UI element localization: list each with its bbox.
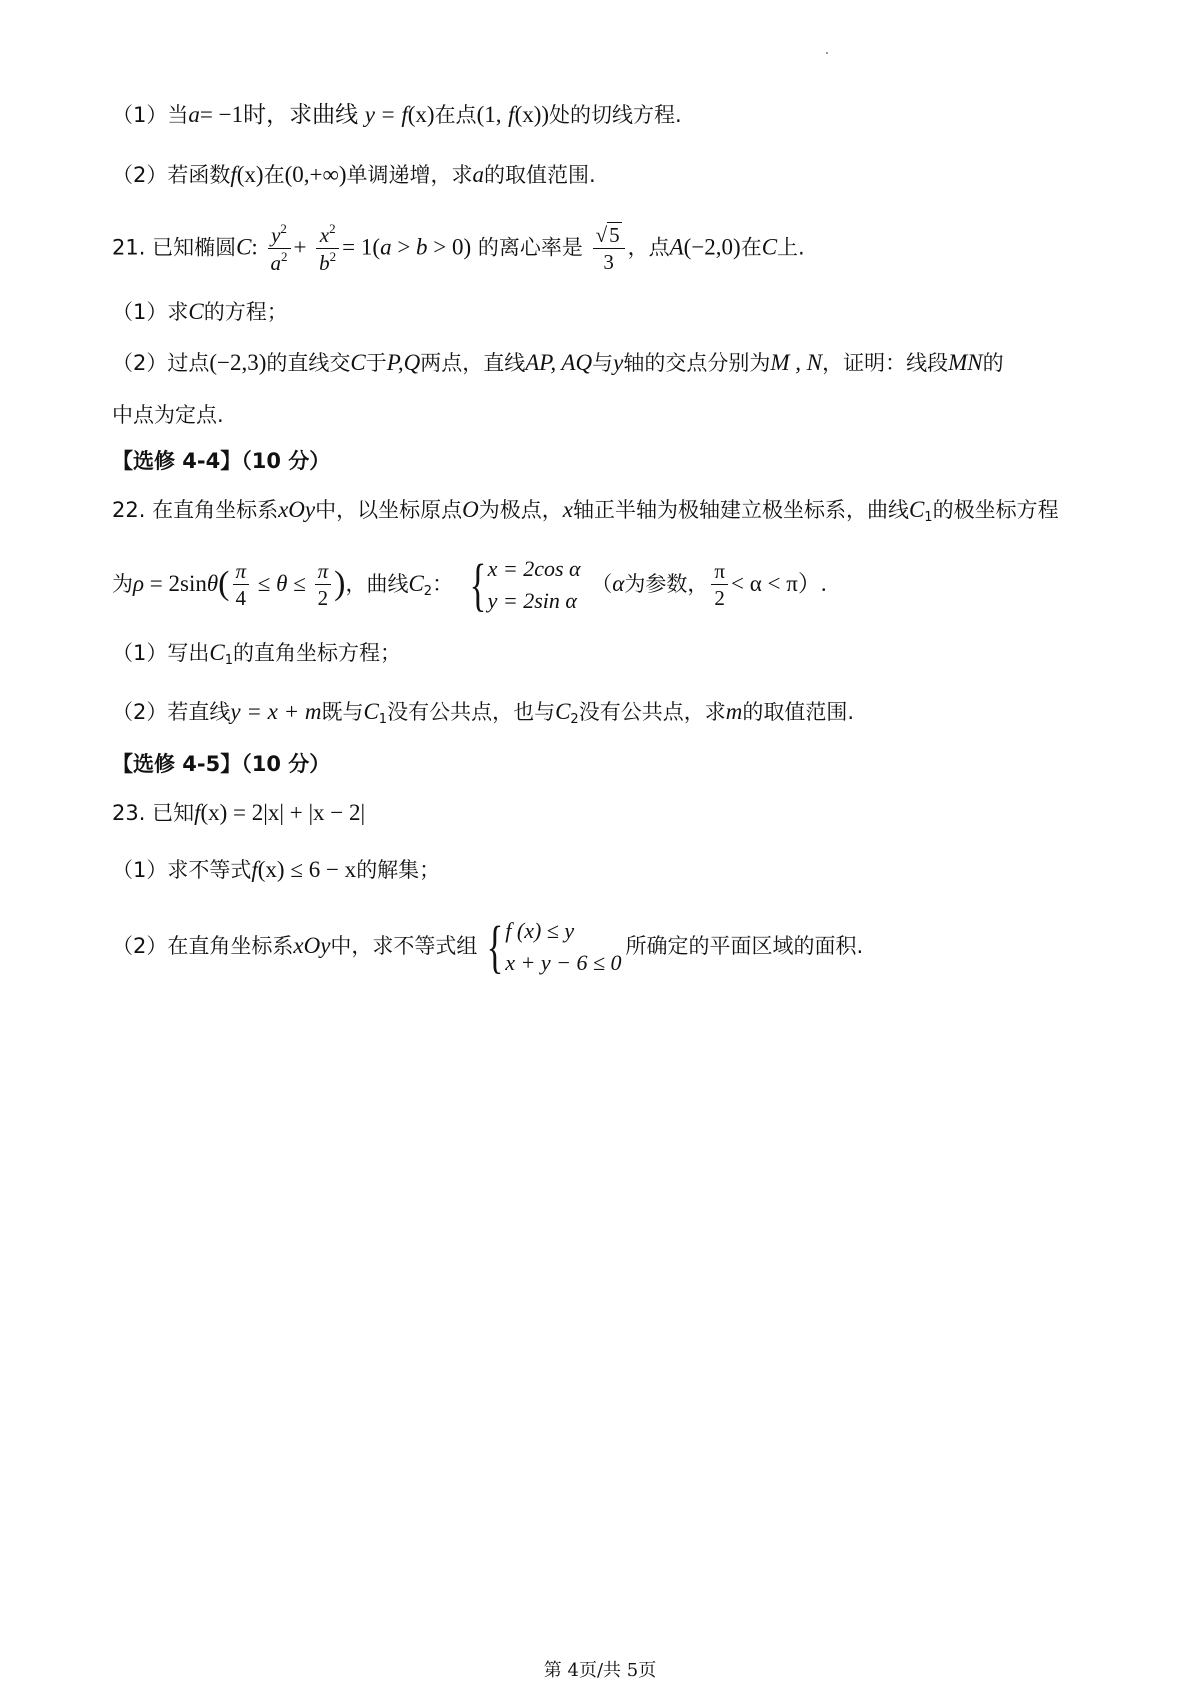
parametric-system: { x = 2cos α y = 2sin α — [469, 551, 581, 617]
q20-part1: （1）当a= −1时，求曲线 y = f(x)在点(1, f(x))处的切线方程. — [112, 102, 682, 127]
fraction-y2-a2: $\frac{y^2}{a^2}$ — [268, 222, 291, 275]
q22-stem-cont: 为ρ = 2sinθ( $\frac{\pi}{4}$ ≤ θ ≤ $\frac{\pi}{2}$ )，曲线$C_2$： { x = 2cos α y = 2sin α （α为参数， $\frac{\pi}{2}$ < α < π）. — [112, 551, 827, 617]
section-heading-4-5: 【选修 4-5】（10 分） — [112, 752, 331, 776]
q23-stem: 23. 已知f(x) = 2|x| + |x − 2| — [112, 800, 366, 825]
page-footer: 第 4页/共 5页 — [543, 1660, 657, 1681]
q21-stem: 21. 已知椭圆C: $\frac{y^2}{a^2}$ + $\frac{x^2}{b^2}$ = 1(a > b > 0) 的离心率是 $\frac{√5}{3}$ ，点A(−2,0)在C上. — [112, 221, 805, 276]
q20-part2: （2）若函数f(x)在(0,+∞)单调递增，求a的取值范围. — [112, 162, 596, 187]
fraction-sqrt5-3: $\frac{√5}{3}$ — [593, 223, 625, 274]
q21-part2: （2）过点(−2,3)的直线交C于P,Q两点，直线AP, AQ与y轴的交点分别为M , N，证明：线段MN的 — [112, 350, 1004, 375]
q21-part1: （1）求C的方程； — [112, 299, 288, 324]
q22-part1: （1）写出$C_1$的直角坐标方程； — [112, 640, 401, 668]
fraction-pi-4: $\frac{\pi}{4}$ — [233, 559, 250, 610]
fraction-pi-2-b: $\frac{\pi}{2}$ — [711, 559, 728, 610]
q23-part2: （2）在直角坐标系xOy中，求不等式组 { f (x) ≤ y x + y − 6 ≤ 0 所确定的平面区域的面积. — [112, 913, 864, 979]
section-heading-4-4: 【选修 4-4】（10 分） — [112, 449, 331, 473]
inequality-system: { f (x) ≤ y x + y − 6 ≤ 0 — [486, 913, 622, 979]
q22-part2: （2）若直线y = x + m既与$C_1$没有公共点，也与$C_2$没有公共点，求m的取值范围. — [112, 699, 855, 727]
q23-part1: （1）求不等式f(x) ≤ 6 − x的解集； — [112, 857, 441, 882]
scan-speck — [826, 52, 828, 54]
q22-stem: 22. 在直角坐标系xOy中，以坐标原点O为极点，x轴正半轴为极轴建立极坐标系，曲线$C_1$的极坐标方程 — [112, 497, 1059, 525]
fraction-x2-b2: $\frac{x^2}{b^2}$ — [316, 222, 339, 275]
q21-part2-cont: 中点为定点. — [112, 403, 224, 427]
fraction-pi-2: $\frac{\pi}{2}$ — [315, 559, 332, 610]
